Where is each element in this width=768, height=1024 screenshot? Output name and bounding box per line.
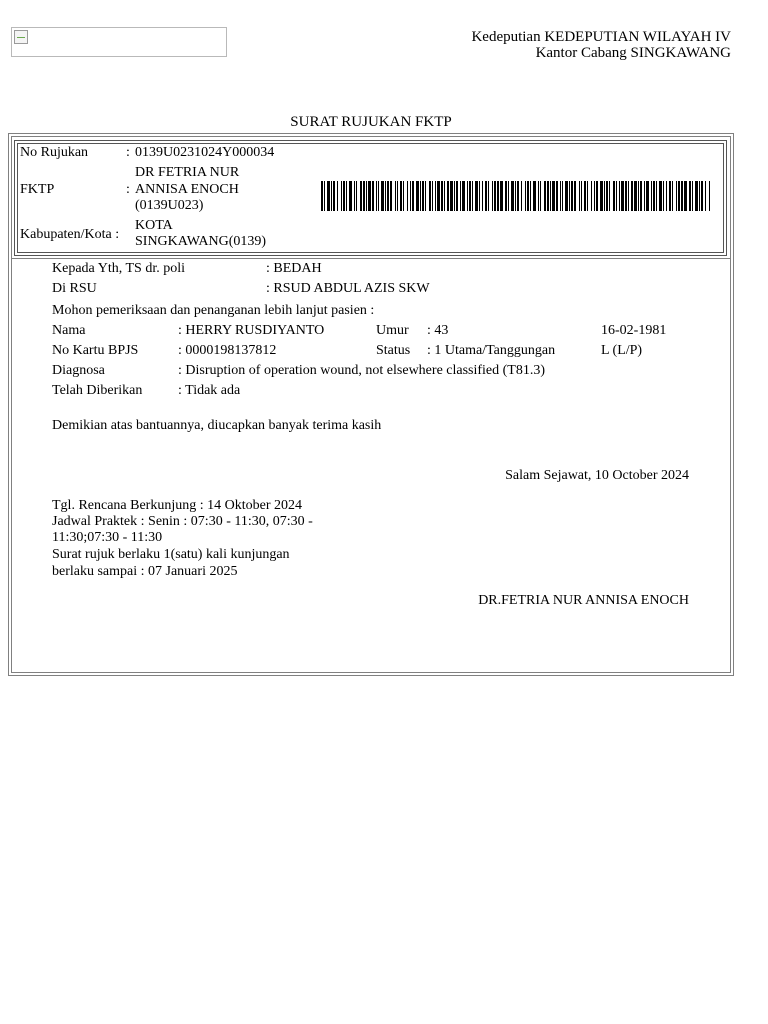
fktp-line3: (0139U023) <box>135 198 204 213</box>
closing-text: Demikian atas bantuannya, diucapkan banyak terima kasih <box>52 418 382 433</box>
berlaku-kali: Surat rujuk berlaku 1(satu) kali kunjungan <box>52 547 290 562</box>
kepada-label: Kepada Yth, TS dr. poli <box>52 261 185 276</box>
fktp-colon: : <box>126 182 130 197</box>
header-branch: Kantor Cabang SINGKAWANG <box>535 45 731 61</box>
dirsu-value: : RSUD ABDUL AZIS SKW <box>266 281 430 296</box>
request-text: Mohon pemeriksaan dan penanganan lebih lanjut pasien : <box>52 303 375 318</box>
office-header <box>471 29 731 61</box>
kepada-value: : BEDAH <box>266 261 322 276</box>
diberikan-label: Telah Diberikan <box>52 383 143 398</box>
jadwal-praktek: Jadwal Praktek : Senin : 07:30 - 11:30, 07:30 - 11:30;07:30 - 11:30 <box>52 514 313 545</box>
broken-image-icon <box>14 30 28 44</box>
logo-image <box>11 27 227 57</box>
gender-value: L (L/P) <box>601 343 643 358</box>
nama-value: : HERRY RUSDIYANTO <box>178 323 325 338</box>
no-rujukan-value: 0139U0231024Y000034 <box>135 145 275 160</box>
doctor-signature: DR.FETRIA NUR ANNISA ENOCH <box>478 593 689 608</box>
dob-value: 16-02-1981 <box>601 323 667 338</box>
umur-label: Umur <box>376 323 409 338</box>
status-label: Status <box>376 343 411 358</box>
dirsu-label: Di RSU <box>52 281 97 296</box>
fktp-label: FKTP <box>20 182 55 197</box>
kabupaten-line1: KOTA <box>135 218 173 233</box>
header-deputy: Kedeputian KEDEPUTIAN WILAYAH IV <box>471 29 731 45</box>
barcode-icon <box>321 181 713 211</box>
bpjs-label: No Kartu BPJS <box>52 343 139 358</box>
section-divider <box>11 258 731 259</box>
no-rujukan-label: No Rujukan <box>20 145 89 160</box>
document-title: SURAT RUJUKAN FKTP <box>290 114 452 130</box>
tgl-rencana: Tgl. Rencana Berkunjung : 14 Oktober 2024 <box>52 498 303 513</box>
diagnosa-value: : Disruption of operation wound, not elsewhere classified (T81.3) <box>178 363 546 378</box>
salam-date: Salam Sejawat, 10 October 2024 <box>505 468 689 483</box>
no-rujukan-colon: : <box>126 145 130 160</box>
status-value: : 1 Utama/Tanggungan <box>427 343 556 358</box>
kabupaten-line2: SINGKAWANG(0139) <box>135 234 267 249</box>
berlaku-sampai: berlaku sampai : 07 Januari 2025 <box>52 564 238 579</box>
bpjs-value: : 0000198137812 <box>178 343 277 358</box>
diberikan-value: : Tidak ada <box>178 383 241 398</box>
umur-value: : 43 <box>427 323 449 338</box>
diagnosa-label: Diagnosa <box>52 363 105 378</box>
fktp-line2: ANNISA ENOCH <box>135 182 239 197</box>
kabupaten-label: Kabupaten/Kota : <box>20 227 120 242</box>
fktp-line1: DR FETRIA NUR <box>135 165 240 180</box>
nama-label: Nama <box>52 323 86 338</box>
